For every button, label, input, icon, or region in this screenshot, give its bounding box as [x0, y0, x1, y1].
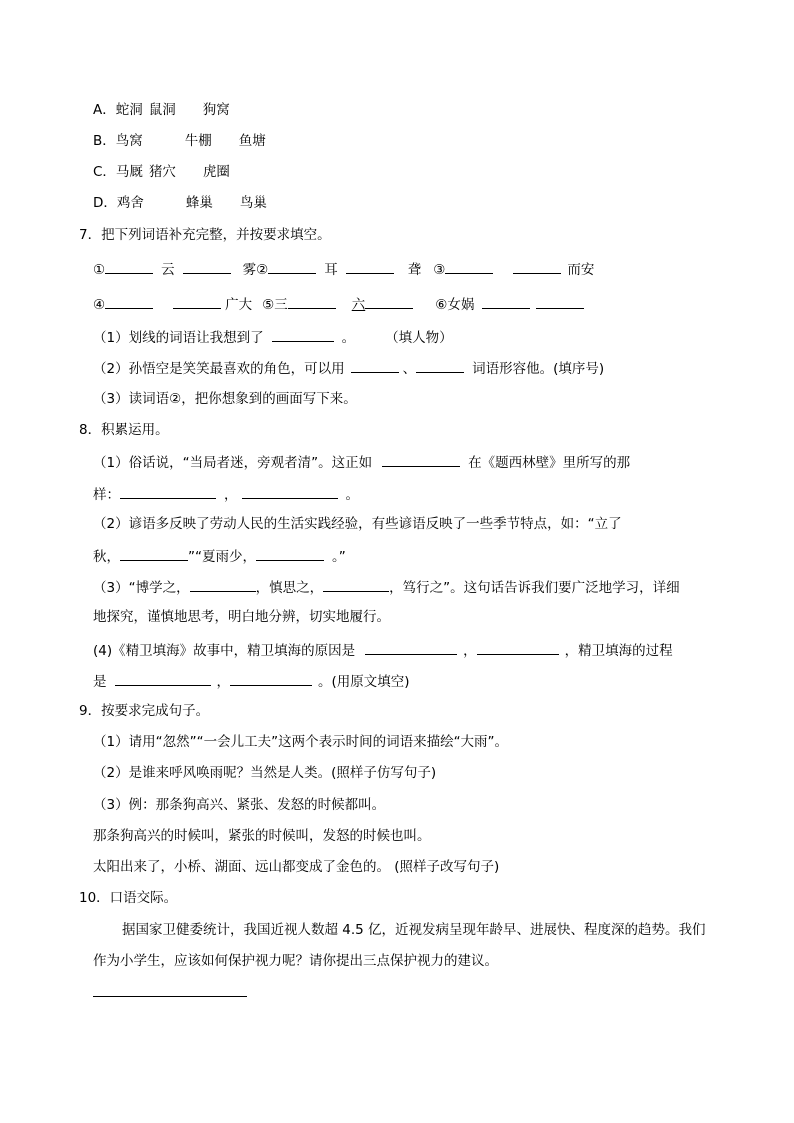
option-d-word3: 鸟巢 [239, 195, 267, 211]
q9-sub3: （3）例：那条狗高兴、紧张、发怒的时候都叫。 [93, 797, 386, 813]
q7-num6: ⑥ [435, 297, 448, 313]
option-b-word3: 鱼塘 [238, 133, 266, 149]
q7-char-long: 聋 [407, 262, 422, 278]
q7-num2: ② [256, 262, 269, 278]
q7-word-eran: 而安 [567, 262, 595, 278]
q10-title: 10．口语交际。 [79, 890, 178, 906]
option-b [93, 132, 266, 150]
q7-blank-2a[interactable] [268, 259, 316, 274]
option-a-word2: 鼠洞 [148, 102, 176, 118]
q8-sub2-line1: （2）谚语多反映了劳动人民的生活实践经验，有些谚语反映了一些季节特点，如：“立了 [93, 516, 622, 532]
q8-sub4-line1: (4)《精卫填海》故事中，精卫填海的原因是 ， ，精卫填海的过程 [93, 640, 673, 660]
q9-sub2: （2）是谁来呼风唤雨呢？当然是人类。(照样子仿写句子) [93, 765, 437, 781]
option-a [93, 101, 230, 119]
q9-example: 那条狗高兴的时候叫，紧张的时候叫，发怒的时候也叫。 [93, 828, 431, 844]
q9-task: 太阳出来了，小桥、湖面、远山都变成了金色的。 (照样子改写句子) [93, 859, 500, 875]
option-c-label: C．马厩 [93, 164, 143, 180]
q8-s3-blank-a[interactable] [190, 577, 256, 592]
q8-s1-blank-a[interactable] [120, 484, 216, 499]
q7-char-yun: 云 [161, 262, 175, 278]
q9-sub1: （1）请用“忽然”“一会儿工夫”这两个表示时间的词语来描绘“大雨”。 [93, 734, 509, 750]
option-a-word3: 狗窝 [202, 102, 230, 118]
q7-blank-1a[interactable] [105, 259, 153, 274]
q8-title: 8．积累运用。 [79, 422, 169, 438]
q10-para-line2: 作为小学生，应该如何保护视力呢？请你提出三点保护视力的建议。 [93, 953, 498, 969]
q7-char-wu: 雾 [242, 262, 257, 278]
q7-blank-1b[interactable] [183, 259, 231, 274]
q7-blank-5a[interactable] [288, 294, 336, 309]
option-c-word2: 猪穴 [148, 164, 176, 180]
option-a-label: A．蛇洞 [93, 102, 143, 118]
q7-sub2: （2）孙悟空是笑笑最喜欢的角色，可以用 、 词语形容他。(填序号) [93, 358, 604, 378]
q7-blank-3b[interactable] [513, 259, 561, 274]
q7-title: 7．把下列词语补充完整，并按要求填空。 [79, 227, 331, 243]
q8-s4-blank-b[interactable] [477, 640, 559, 655]
q7-row2 [93, 294, 584, 314]
q7-s1-blank[interactable] [272, 327, 334, 342]
q7-s2-blank-a[interactable] [351, 358, 399, 373]
q8-s4-blank-c[interactable] [115, 671, 211, 686]
q8-sub4-line2: 是 ， 。(用原文填空) [93, 671, 410, 691]
q8-sub3-line2: 地探究，谨慎地思考，明白地分辨，切实地履行。 [93, 609, 390, 625]
option-b-word2: 牛棚 [184, 133, 212, 149]
q7-num1: ① [93, 262, 106, 278]
q8-sub1-line1: （1）俗话说，“当局者迷，旁观者清”。这正如 在《题西林壁》里所写的那 [93, 452, 630, 472]
q7-blank-4b[interactable] [173, 294, 221, 309]
q7-char-er: 耳 [324, 262, 338, 278]
option-d [93, 194, 267, 212]
q8-sub1-line2: 样： ， 。 [93, 484, 359, 504]
q7-sub1: （1）划线的词语让我想到了 。 （填人物） [93, 327, 453, 347]
q7-blank-6a[interactable] [482, 294, 530, 309]
q7-num5: ⑤ [262, 297, 275, 313]
option-c [93, 163, 230, 181]
q8-sub3-line1: （3）“博学之， ，慎思之， ，笃行之”。这句话告诉我们要广泛地学习，详细 [93, 577, 680, 597]
q7-s2-blank-b[interactable] [416, 358, 464, 373]
q10-para-line1: 据国家卫健委统计，我国近视人数超 4.5 亿，近视发病呈现年龄早、进展快、程度深的趋势。我们 [122, 922, 706, 938]
q8-s2-blank-a[interactable] [120, 546, 188, 561]
q7-blank-5b[interactable] [365, 294, 413, 309]
q8-s3-blank-b[interactable] [323, 577, 389, 592]
q8-s1-blank-author[interactable] [382, 452, 460, 467]
option-d-word2: 蜂巢 [185, 195, 213, 211]
q7-word-nvwa: 女娲 [447, 297, 475, 313]
option-c-word3: 虎圈 [202, 164, 230, 180]
q8-sub2-line2: 秋， ”“夏雨少， 。” [93, 546, 346, 566]
q7-word-guangda: 广大 [225, 297, 253, 313]
q7-blank-2b[interactable] [346, 259, 394, 274]
q8-s4-blank-a[interactable] [365, 640, 457, 655]
q7-sub3: （3）读词语②，把你想象到的画面写下来。 [93, 391, 357, 407]
q8-s2-blank-b[interactable] [256, 546, 324, 561]
option-d-label: D．鸡舍 [93, 195, 144, 211]
q7-blank-4a[interactable] [105, 294, 153, 309]
q7-num3: ③ [433, 262, 446, 278]
q8-s1-blank-b[interactable] [242, 484, 338, 499]
q7-char-liu: 六 [351, 297, 366, 313]
q7-row1 [93, 259, 594, 279]
q8-s4-blank-d[interactable] [230, 671, 312, 686]
q9-title: 9．按要求完成句子。 [79, 703, 210, 719]
option-b-label: B．鸟窝 [93, 133, 143, 149]
q7-blank-3a[interactable] [445, 259, 493, 274]
q7-blank-6b[interactable] [536, 294, 584, 309]
q7-char-san: 三 [274, 297, 288, 313]
q7-num4: ④ [93, 297, 106, 313]
answer-line[interactable] [93, 996, 247, 997]
